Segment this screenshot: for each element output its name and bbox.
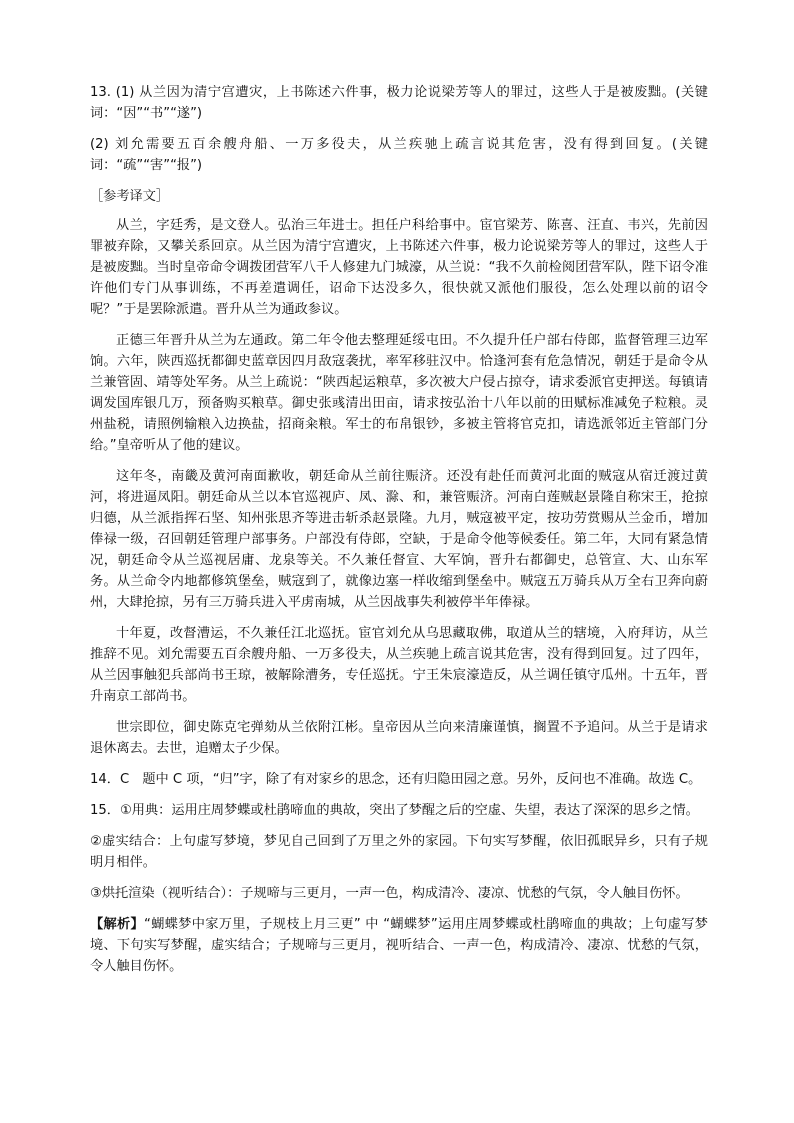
reference-translation-title: ［参考译文］ (90, 189, 170, 204)
answer-13-2: (2) 刘允需要五百余艘舟船、一万多役夫，从兰疾驰上疏言说其危害，没有得到回复。(关键词：“疏”“害”“报”) (90, 137, 708, 173)
translation-paragraph-2: 正德三年晋升从兰为左通政。第二年令他去整理延绥屯田。不久提升任户部右侍郎，监督管理三边军饷。六年，陕西巡抚都御史蓝章因四月敌寇袭扰，率军移驻汉中。恰逢河套有危急情况，朝廷于是命令从兰兼管固、靖等处军务。从兰上疏说：“陕西起运粮草，多次被大户侵占掠夺，请求委派官吏押送。每镇请调发国库银几万，预备购买粮草。御史张彧清出田亩，请求按弘治十八年以前的田赋标准减免子粒粮。灵州盐税，请照例输粮入边换盐，招商籴粮。军士的布帛银钞，多被主管将官克扣，请选派邻近主管部门分给。”皇帝听从了他的建议。 (90, 333, 708, 453)
answer-14: 14．C 题中 C 项，“归”字，除了有对家乡的思念，还有归隐田园之意。另外，反问也不准确。故选 C。 (90, 772, 702, 787)
answer-15-point-3: ③烘托渲染（视听结合）：子规啼与三更月，一声一色，构成清冷、凄凉、忧愁的气氛，令人触目伤怀。 (90, 886, 689, 901)
answer-page (90, 82, 708, 987)
analysis-text: “蝴蝶梦中家万里，子规枝上月三更” 中 “蝴蝶梦”运用庄周梦蝶或杜鹃啼血的典故；上句虚写梦境、下句实写梦醒，虚实结合；子规啼与三更月，视听结合、一声一色，构成清冷、凄凉、忧愁的气氛，令人触目伤怀。 (90, 917, 708, 974)
analysis-paragraph (90, 914, 708, 977)
answer-13-1: 13. (1) 从兰因为清宁宫遭灾，上书陈述六件事，极力论说梁芳等人的罪过，这些人于是被废黜。(关键词：“因”“书”“遂”) (90, 85, 708, 121)
translation-paragraph-4: 十年夏，改督漕运，不久兼任江北巡抚。宦官刘允从乌思藏取佛，取道从兰的辖境，入府拜访，从兰推辞不见。刘允需要五百余艘舟船、一万多役夫，从兰疾驰上疏言说其危害，没有得到回复。过了四年，从兰因事触犯兵部尚书王琼，被解除漕务，专任巡抚。宁王朱宸濠造反，从兰调任镇守瓜州。十五年，晋升南京工部尚书。 (90, 626, 708, 704)
translation-paragraph-3: 这年冬，南畿及黄河南面歉收，朝廷命从兰前往赈济。还没有赴任而黄河北面的贼寇从宿迁渡过黄河，将进逼凤阳。朝廷命从兰以本官巡视庐、凤、滁、和，兼管赈济。河南白莲贼赵景隆自称宋王，抢掠归德，从兰派指挥石坚、知州张思齐等进击斩杀赵景隆。九月，贼寇被平定，按功劳赏赐从兰金币，增加俸禄一级，召回朝廷管理户部事务。户部没有侍郎，空缺，于是命令他等候委任。第二年，大同有紧急情况，朝廷命令从兰巡视居庸、龙泉等关。不久兼任督宣、大军饷，晋升右都御史，总管宣、大、山东军务。从兰命令内地都修筑堡垒，贼寇到了，就像边塞一样收缩到堡垒中。贼寇五万骑兵从万全右卫奔向蔚州，大肆抢掠，另有三万骑兵进入平虏南城，从兰因战事失利被停半年俸禄。 (90, 469, 708, 610)
translation-paragraph-1: 从兰，字廷秀，是文登人。弘治三年进士。担任户科给事中。宦官梁芳、陈喜、汪直、韦兴，先前因罪被弃除，又攀关系回京。从兰因为清宁宫遭灾，上书陈述六件事，极力论说梁芳等人的罪过，这些人于是被废黜。当时皇帝命令调拨团营军八千人修建九门城濠，从兰说：“我不久前检阅团营军队，陛下诏令准许他们专门从事训练，不再差遣调任，诏命下达没多久，很快就又派他们服役，怎么处理以前的诏令呢？”于是罢除派遣。晋升从兰为通政参议。 (90, 218, 708, 317)
analysis-label: 【解析】 (90, 917, 145, 932)
answer-15-point-2: ②虚实结合：上句虚写梦境，梦见自己回到了万里之外的家园。下句实写梦醒，依旧孤眠异乡，只有子规明月相伴。 (90, 834, 708, 870)
answer-15-point-1: 15．①用典：运用庄周梦蝶或杜鹃啼血的典故，突出了梦醒之后的空虚、失望，表达了深深的思乡之情。 (90, 803, 699, 818)
translation-paragraph-5: 世宗即位，御史陈克宅弹劾从兰依附江彬。皇帝因从兰向来清廉谨慎，搁置不予追问。从兰于是请求退休离去。去世，追赠太子少保。 (90, 720, 708, 756)
